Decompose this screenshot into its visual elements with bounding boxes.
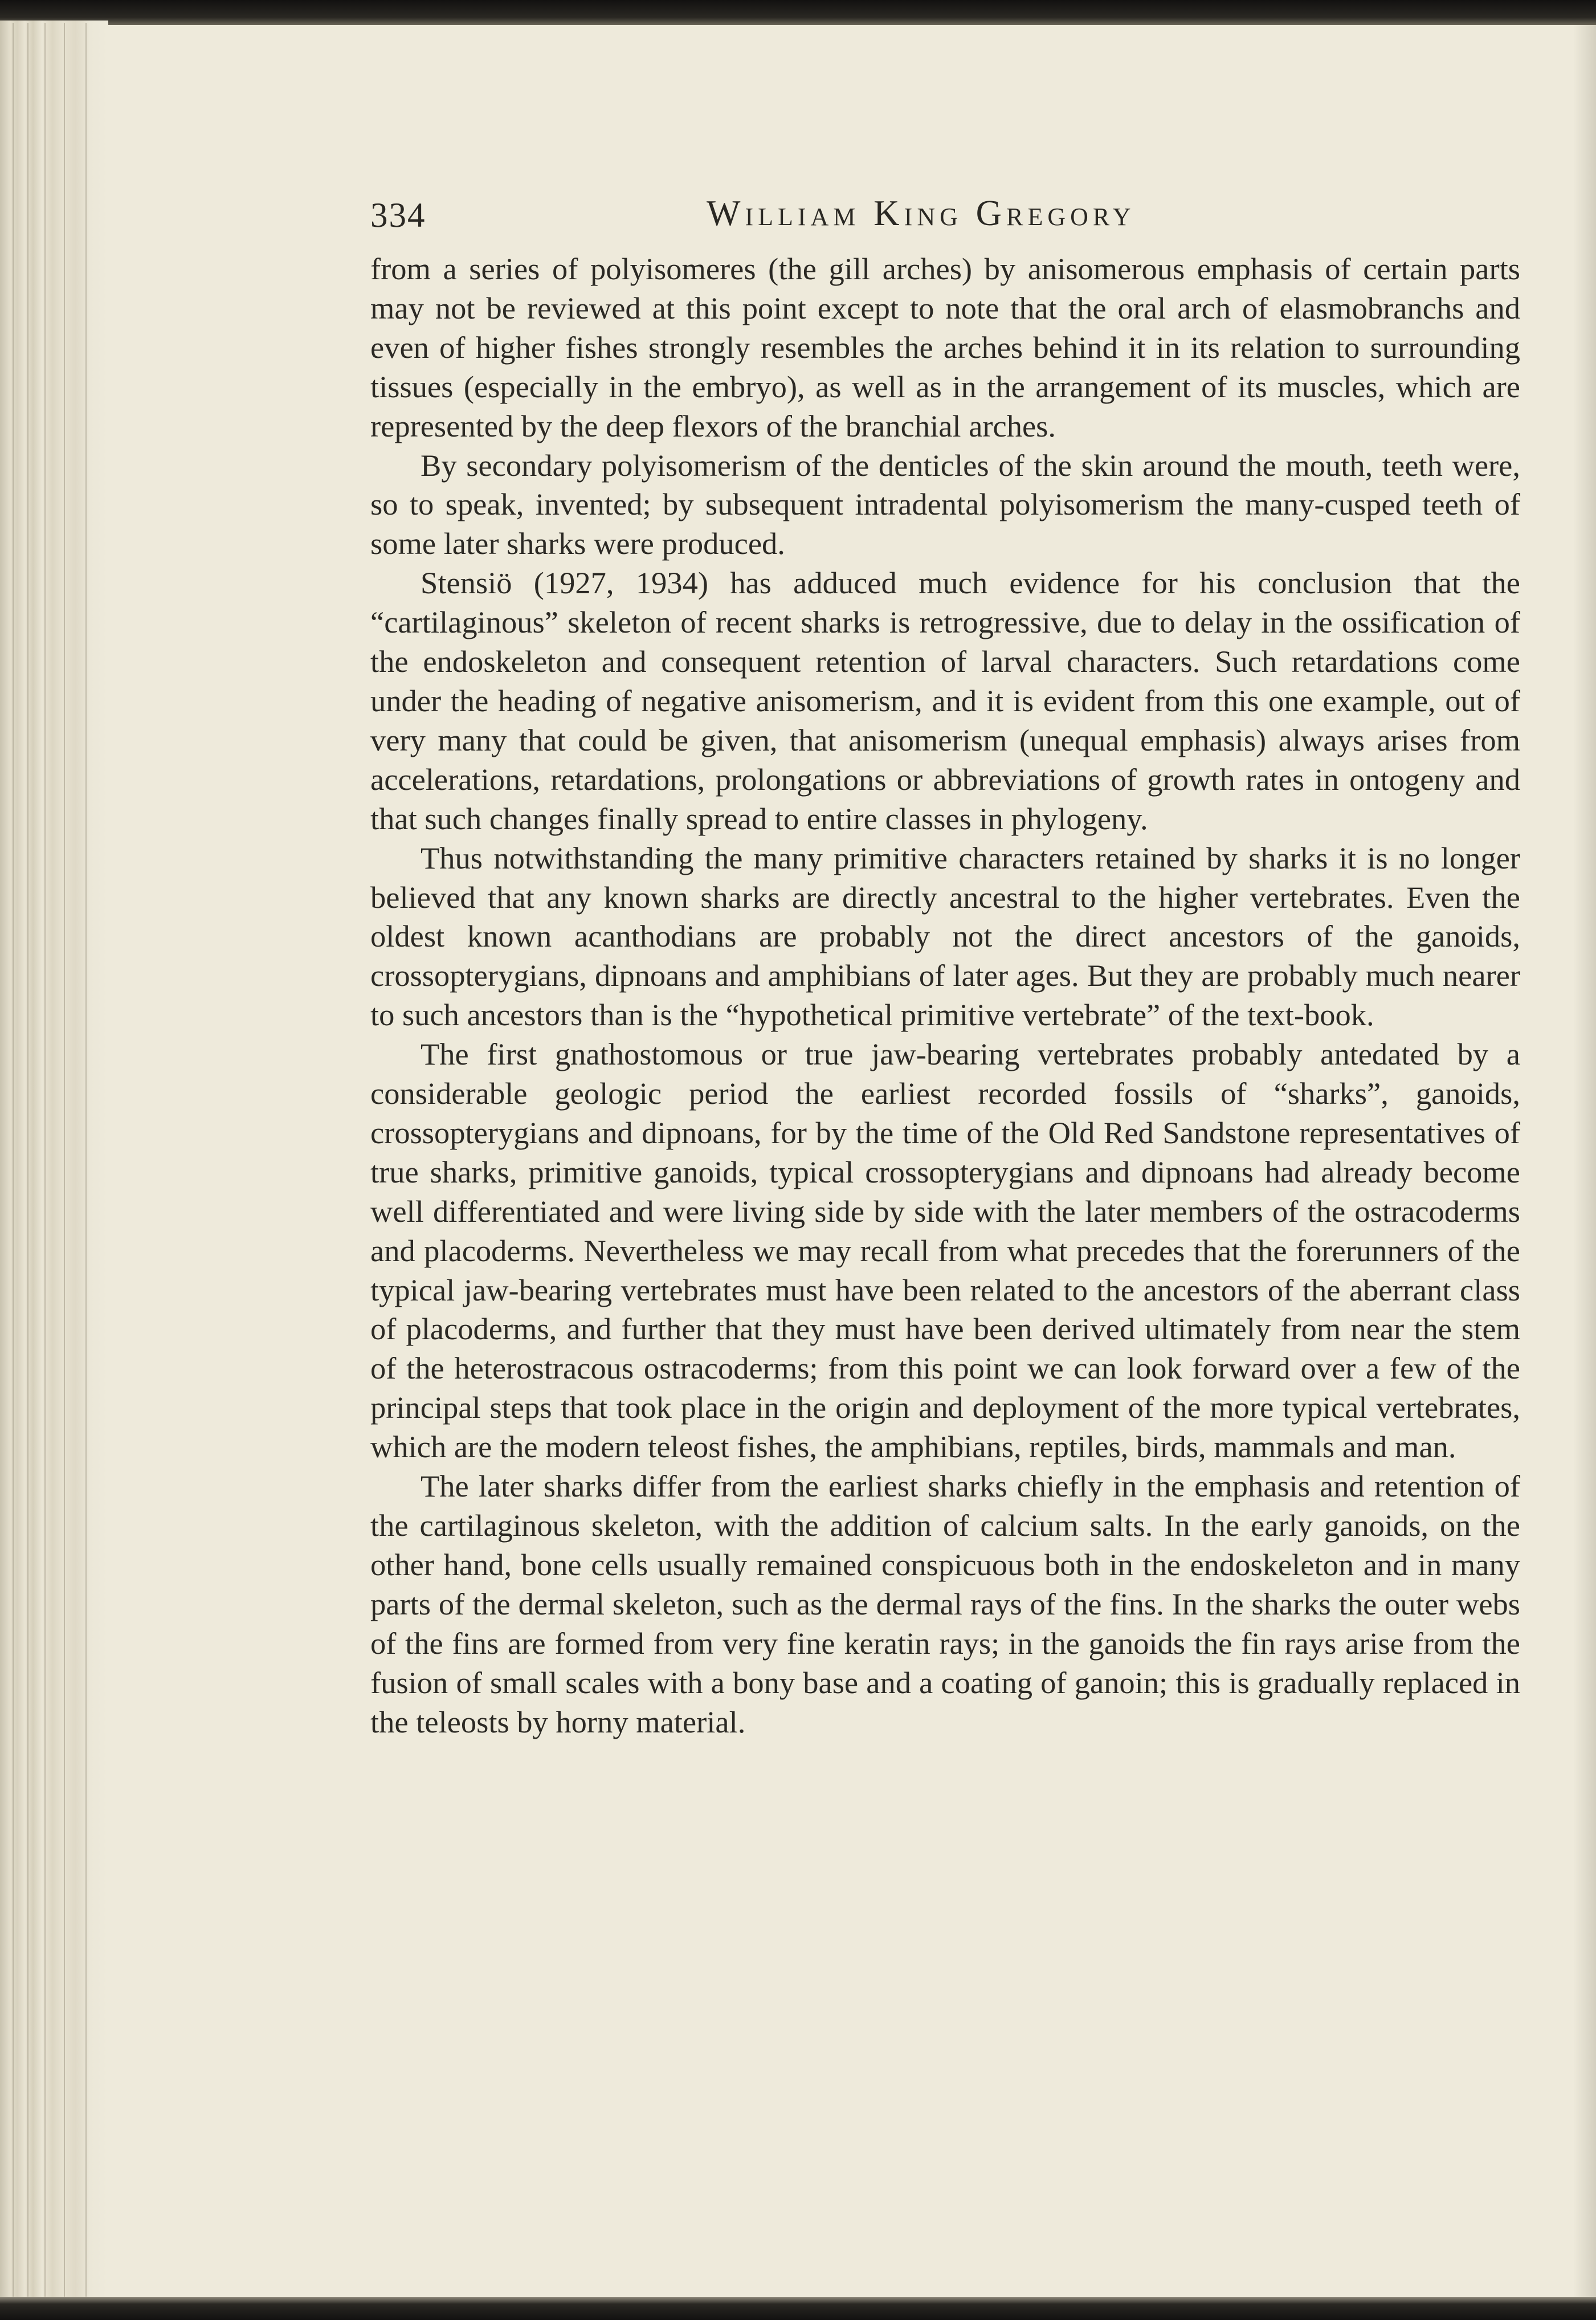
page-right-shadow [1573,23,1596,2297]
page-edge-line [44,23,46,2297]
page-edge-line [13,23,14,2297]
page-edge-line [27,23,28,2297]
body-text [370,250,1520,1742]
paragraph: Stensiö (1927, 1934) has adduced much evidence for his conclusion that the “cartilaginous” skeleton of recent sharks is retrogressive, due to delay in the ossification of the endoskeleton and consequent retention of larval characters. Such retardations come under the heading of negative anisomerism, and it is evident from this one example, out of very many that could be given, that anisomerism (unequal emphasis) always arises from accelerations, retardations, prolongations or abbreviations of growth rates in ontogeny and that such changes finally spread to entire classes in phylogeny. [370,565,1520,836]
page-gutter [0,21,108,2297]
running-head [370,193,1521,244]
paragraph: from a series of polyisomeres (the gill arches) by anisomerous emphasis of certain parts may not be reviewed at this point except to note that the oral arch of elasmobranchs and even of higher fishes strongly resembles the arches behind it in its relation to surrounding tissues (especially in the embryo), as well as in the arrangement of its muscles, which are represented by the deep flexors of the branchial arches. [370,251,1520,443]
page-number: 334 [370,197,426,235]
scan-top-border [0,0,1596,25]
paragraph: Thus notwithstanding the many primitive characters retained by sharks it is no longer believed that any known sharks are directly ancestral to the higher vertebrates. Even the oldest known acanthodians are probably not the direct ancestors of the ganoids, crossopterygians, dipnoans and amphibians of later ages. But they are probably much nearer to such ancestors than is the “hypothetical primitive vertebrate” of the text-book. [370,840,1520,1033]
paragraph: The first gnathostomous or true jaw-bearing vertebrates probably antedated by a considerable geologic period the earliest recorded fossils of “sharks”, ganoids, crossopterygians and dipnoans, for by the time of the Old Red Sandstone representatives of true sharks, primitive ganoids, typical crossopterygians and dipnoans had already become well differentiated and were living side by side with the later members of the ostracoderms and placoderms. Nevertheless we may recall from what precedes that the forerunners of the typical jaw-bearing vertebrates must have been related to the ancestors of the aberrant class of placoderms, and further that they must have been derived ultimately from near the stem of the heterostracous ostracoderms; from this point we can look forward over a few of the principal steps that took place in the origin and deployment of the more typical vertebrates, which are the modern teleost fishes, the amphibians, reptiles, birds, mammals and man. [370,1037,1520,1465]
running-title: William King Gregory [707,193,1136,233]
page-edge-line [64,23,65,2297]
scan-bottom-border [0,2297,1596,2320]
paragraph: By secondary polyisomerism of the denticles of the skin around the mouth, teeth were, so to speak, invented; by subsequent intradental polyisomerism the many-cusped teeth of some later sharks were produced. [370,447,1520,561]
page-edge-line [85,23,87,2297]
paragraph: The later sharks differ from the earliest sharks chiefly in the emphasis and retention of the cartilaginous skeleton, with the addition of calcium salts. In the early ganoids, on the other hand, bone cells usually remained conspicuous both in the endoskeleton and in many parts of the dermal skeleton, such as the dermal rays of the fins. In the sharks the outer webs of the fins are formed from very fine keratin rays; in the ganoids the fin rays arise from the fusion of small scales with a bony base and a coating of ganoin; this is gradually replaced in the teleosts by horny material. [370,1469,1520,1739]
